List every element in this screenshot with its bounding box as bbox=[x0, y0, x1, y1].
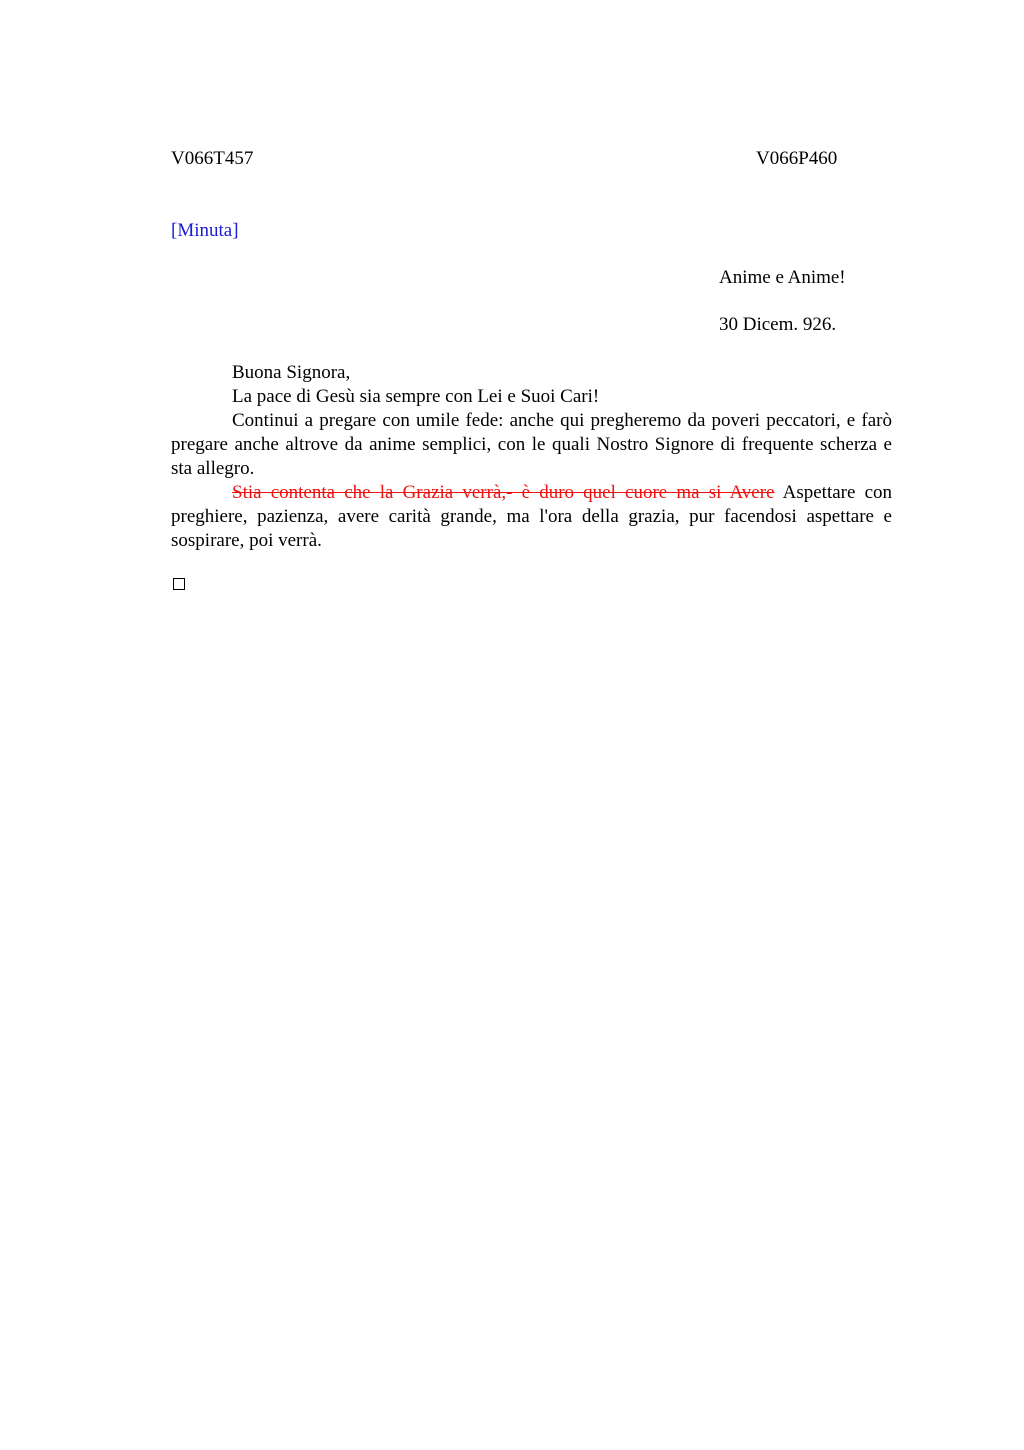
document-code-right: V066P460 bbox=[756, 148, 838, 169]
document-code-left: V066T457 bbox=[171, 148, 254, 169]
empty-square-icon bbox=[173, 578, 185, 590]
salutation: Buona Signora, bbox=[232, 362, 351, 383]
letter-date: 30 Dicem. 926. bbox=[719, 314, 837, 335]
letter-heading: Anime e Anime! bbox=[719, 267, 846, 288]
struck-text: Stia contenta che la Grazia verrà,- è duro quel cuore ma si Avere bbox=[232, 482, 775, 503]
minuta-label: [Minuta] bbox=[171, 220, 239, 241]
paragraph-2 bbox=[171, 481, 892, 553]
letter-body bbox=[171, 361, 892, 553]
greeting: La pace di Gesù sia sempre con Lei e Suoi Cari! bbox=[232, 386, 600, 407]
paragraph-1: Continui a pregare con umile fede: anche qui pregheremo da poveri peccatori, e farò pregare anche altrove da anime semplici, con le quali Nostro Signore di frequente scherza e sta allegro. bbox=[171, 410, 892, 479]
paragraph-2-text: Aspettare con preghiere, pazienza, avere carità grande, ma l'ora della grazia, pur facendosi aspettare e sospirare, poi verrà. bbox=[171, 482, 892, 551]
